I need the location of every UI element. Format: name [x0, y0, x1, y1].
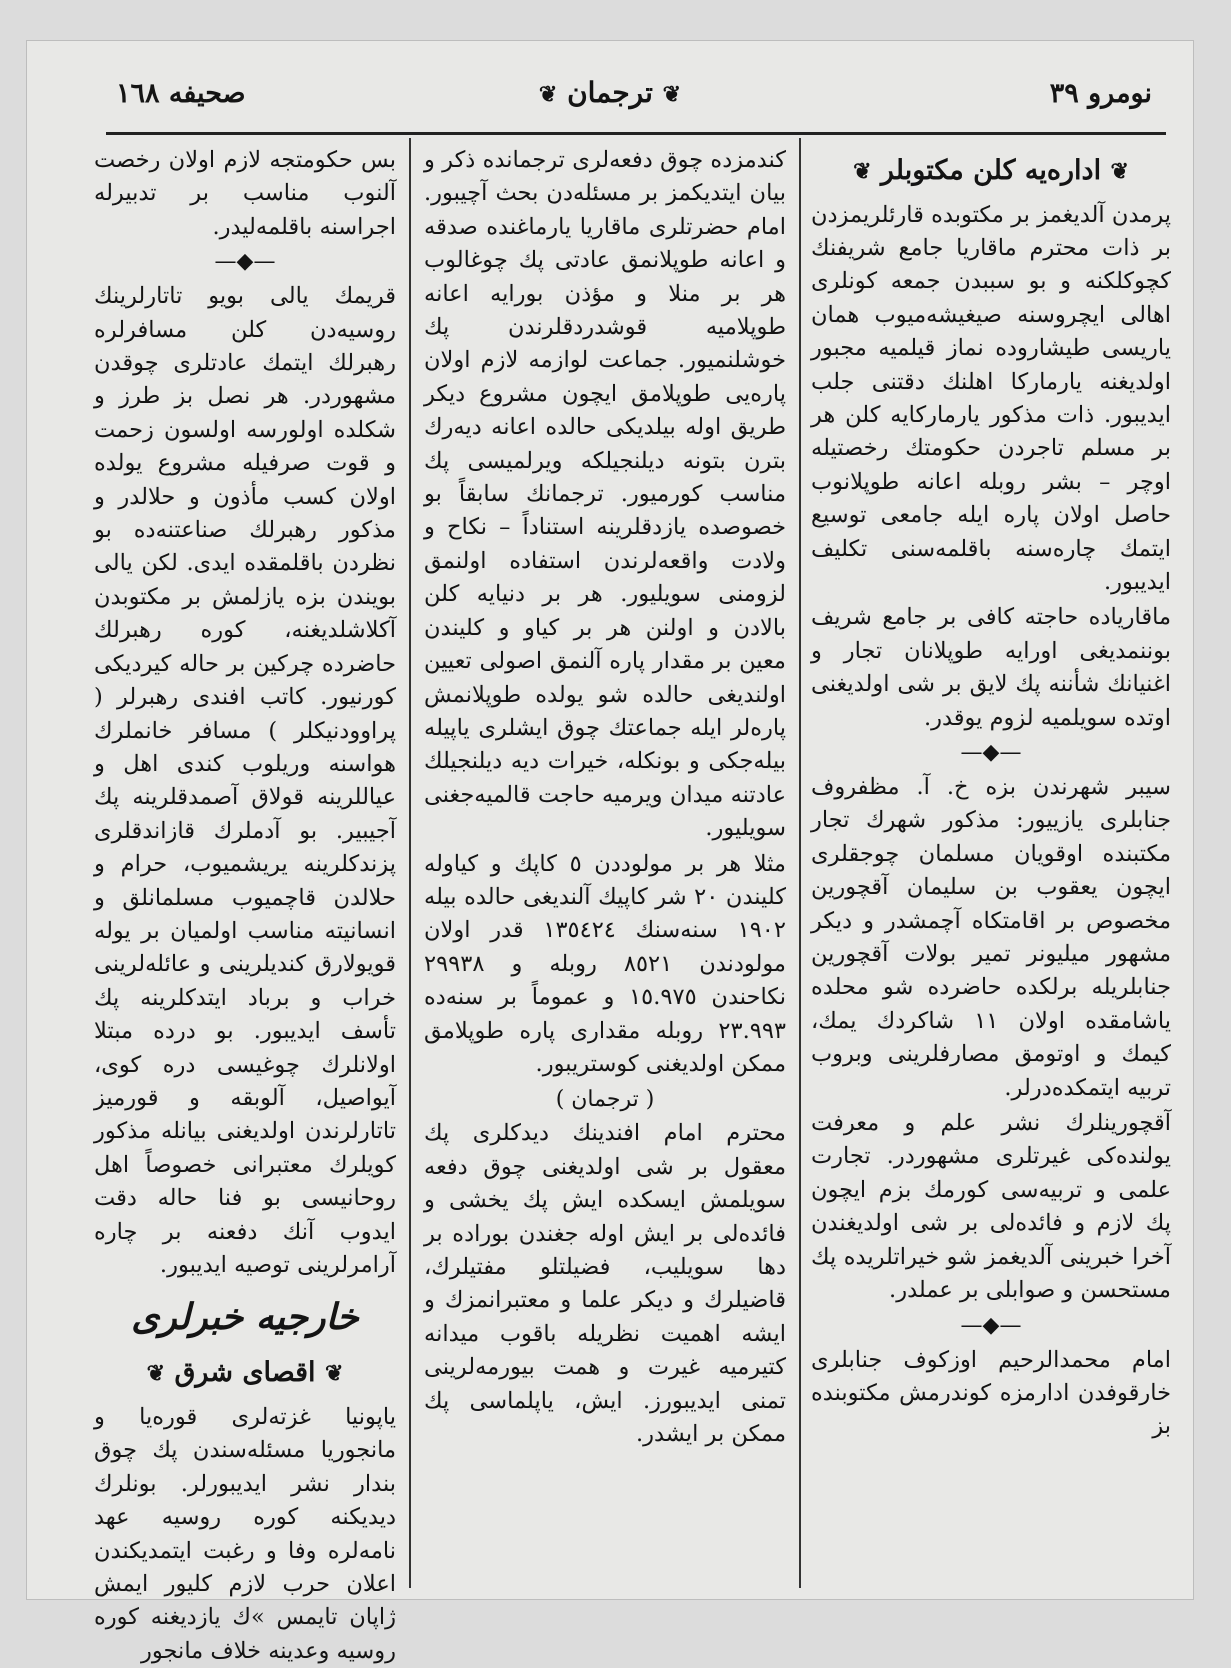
ornament-icon: ❦ — [662, 81, 682, 108]
article-paragraph: امام محمدالرحیم اوزکوف جنابلری خارقوفدن ادارمزه کوندرمش مکتوبنده بز — [811, 1346, 1171, 1440]
article-paragraph: یاپونیا غزته‌لری قوره‌یا و مانجوریا مسئله‌سندن پك چوق بندار نشر ایدیبورلر. بونلرك دیدیکنه کوره روسیه عهد نامه‌لره وفا و رغبت ایتمدیکندن اعلان حرب لازم کلیور ایمش ژاپان تایمس »ك یازدیغنه کوره روسیه وعدینه خلاف مانجور — [94, 1403, 396, 1664]
ornament-icon: ❦ — [853, 158, 872, 185]
column-rule — [799, 138, 801, 1588]
column-left — [94, 144, 396, 1664]
divider: —◆— — [960, 1312, 1022, 1338]
column-middle — [424, 144, 786, 1589]
ornament-icon: ❦ — [1110, 158, 1129, 185]
ornament-icon: ❦ — [324, 1360, 344, 1387]
header-rule — [106, 132, 1166, 135]
article-paragraph: آقچورینلرك نشر علم و معرفت یولنده‌کی غیرتلری مشهوردر. تجارت علمی و تربیه‌سی کورمك بزم ایچون پك لازم و فائده‌لی بر شی اولدیغندن آخرا خبرینی آلدیغمز شو خیراتلریده پك مستحسن و صوابلی بر عملدر. — [811, 1110, 1171, 1304]
article-paragraph: سیبر شهرندن بزه خ. آ. مظفروف جنابلری یازییور: مذکور شهرك تجار مکتبنده اوقویان مسلمان چوجقلری ایچون یعقوب بن سلیمان آقچورین مخصوص بر اقامتکاه آچمشدر و دیکر مشهور میلیونر تمیر بولات آقچورین جنابلریله برلکده حاضرده شو محلده یاشامقده اولان ١١ شاکردك یمك، کیمك و اوتومق مصارفلرینی وبروب تربیه ایتمکده‌درلر. — [811, 774, 1172, 1101]
article-paragraph: ماقاریاده حاجته کافی بر جامع شریف بوننمدیغی اورایه طوپلانان تجار و اغنیانك شأننه پك لایق بر شی اولدیغنی اوتده سویلمیه لزوم یوقدر. — [811, 604, 1171, 731]
divider: —◆— — [960, 740, 1022, 765]
article-paragraph: مثلا هر بر مولوددن ٥ کاپك و کیاوله کلیندن ٢٠ شر کاپیك آلندیغی حالده بیله ١٩٠٢ سنه‌سنك ١٣٥٤٢٤ قدر اولان مولودندن ٨٥٢١ روبله و ٢٩٩٣٨ نکاحندن ١٥.٩٧٥ و عموماً بر سنه‌ده ٢٣.٩٩٣ روبله مقداری پاره طوپلامق ممکن اولدیغنی کوستریبور. — [424, 850, 786, 1077]
section-title — [811, 150, 1171, 193]
section-title-text: اداره‌یه کلن مکتوبلر — [880, 155, 1102, 186]
section-title-text: اقصای شرق — [174, 1357, 316, 1389]
foreign-news-heading: خارجیه خبرلری — [131, 1296, 359, 1339]
article-paragraph: کندمزده چوق دفعه‌لری ترجمانده ذکر و بیان ایتدیکمز بر مسئله‌دن بحث آچیبور. امام حضرتلری ماقاریا یارماغنده صدقه و اعانه طوپلانمق عادتی پك چوغالوب هر بر منلا و مؤذن بورایه اعانه طوپلامیه قوشدردقلرندن پك خوشلنمیور. جماعت لوازمه لازم اولان پاره‌یی طوپلامق ایچون مشروع دیکر طریق اوله بیلدیکی حالده اعانه دیه‌رك بترن بتونه دیلنجیلکه ویرلمیسی پك مناسب کورمیور. ترجمانك سابقاً بو خصوصده یازدقلرینه استناداً – نکاح و ولادت واقعه‌لرندن استفاده اولنمق لزومنی سویلیور. هر بر دنیایه کلن بالادن و اولنن هر بر کیاو و کلیندن معین بر مقدار پاره آلنمق اصولی تعیین اولندیغی حالده شو یولده طوپلانمش پاره‌لر ایله جماعتك چوق ایشلری یاپیله بیله‌جکی و بونکله، خیرات دیه دیلنجیلك عادتنه میدان ویرمیه حاجت قالمیه‌جغنی سویلیور. — [424, 147, 786, 842]
column-rule — [409, 138, 411, 1588]
page-number: صحیفه ١٦٨ — [116, 78, 246, 109]
article-paragraph: محترم امام افندینك دیدکلری پك معقول بر شی اولدیغنی چوق دفعه سویلمش ایسکده ایش پك یخشی و فائده‌لی بر ایش اوله جغندن بوراده بر دها سویلیب، فضیلتلو مفتیلرك، قاضیلرك و دیکر علما و معتبرانمزك و ایشه اهمیت نظریله باقوب میدانه کتیرمیه غیرت و همت بیورمه‌لرینی تمنی ایدیبورز. ایش، یاپلماسی پك ممکن بر ایشدر. — [424, 1120, 786, 1448]
masthead-title: ترجمان — [567, 76, 653, 109]
signature: ( ترجمان ) — [555, 1087, 655, 1113]
masthead — [539, 76, 681, 109]
issue-number: نومرو ٣٩ — [1049, 78, 1152, 109]
page-header — [26, 70, 1194, 122]
article-paragraph: بس حکومتجه لازم اولان رخصت آلنوب مناسب بر تدبیرله اجراسنه باقلمه‌لیدر. — [94, 147, 396, 240]
ornament-icon: ❦ — [538, 81, 558, 108]
newspaper-page — [26, 40, 1194, 1664]
divider: —◆— — [214, 249, 276, 275]
section-title — [94, 1352, 396, 1395]
article-paragraph: پرمدن آلدیغمز بر مکتوبده قارئلریمزدن بر ذات محترم ماقاریا جامع شریفنك کچوکلکنه و بو سببدن جمعه کونلری اهالی ایچروسنه صیغیشه‌میوب همان یاریسی طیشاروده نماز قیلمیه مجبور اولدیغنه یارمارکا اهلنك دقتنی جلب ایدیبور. ذات مذکور یارمارکایه کلن هر بر مسلم تاجردن حکومتك رخصتیله اوچر – بشر روبله اعانه طوپلانوب حاصل اولان پاره ایله جامعی توسیع ایتمك چاره‌سنه باقلمه‌سنی تکلیف ایدیبور. — [811, 201, 1171, 595]
column-right — [811, 144, 1171, 1589]
article-paragraph: قریمك یالی بویو تاتارلرینك روسیه‌دن کلن مسافرلره رهبرلك ایتمك عادتلری چوقدن مشهوردر. هر نصل بز طرز و شکلده اولورسه اولسون زحمت و قوت صرفیله مشروع یولده اولان کسب مأذون و حلالدر و مذکور رهبرلك صناعتنه‌ده بو نظردن باقلمقده ایدی. لکن یالی بویندن بزه یازلمش بر مکتوبدن آکلاشلدیغنه، کوره رهبرلك حاضرده چرکین بر حاله کیردیکی کورنیور. کاتب افندی رهبرلر ( پراوودنیکلر ) مسافر خانملرك هواسنه وریلوب کندی اهل و عیاللرینه قولاق آصمدقلرینه پك آجیبیر. بو آدملرك قازاندقلری پزندکلرینه یریشمیوب، حرام و حلالدن قاچمیوب مسلمانلق و انسانیته مناسب اولمیان بر یوله قویولارق کندیلرینی و عائله‌لرینی خراب و برباد ایتدکلرینه پك تأسف ایدیبور. بو درده مبتلا اولانلرك چوغیسی دره کوی، آیواصیل، آلوبقه و قورمیز تاتارلرندن اولدیغنی بیانله مذکور کویلرك معتبرانی خصوصاً اهل روحانیسی بو فنا حاله دقت ایدوب آنك دفعنه بر چاره آرامرلرینی توصیه ایدیبور. — [94, 283, 396, 1278]
ornament-icon: ❦ — [146, 1360, 166, 1387]
